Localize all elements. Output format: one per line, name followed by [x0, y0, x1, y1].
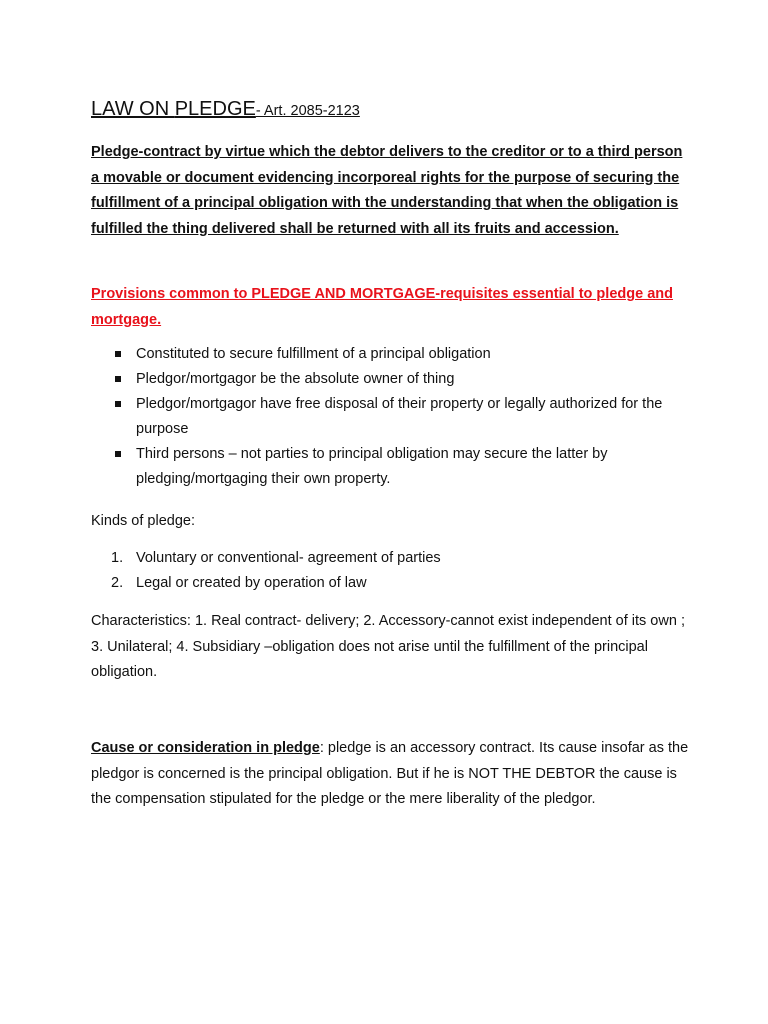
bullet-square-icon [115, 376, 121, 382]
kind-text: Voluntary or conventional- agreement of parties [136, 550, 441, 566]
list-item [91, 571, 681, 596]
cause-text: pledge is an accessory contract. Its cause insofar as the pledgor is concerned is the principal obligation. But if he is NOT THE DEBTOR the cause is the compensation stipulated for the pledge or the mere liberality of the pledgor. [91, 740, 689, 807]
requisite-text: Third persons – not parties to principal obligation may secure the latter by pledging/mortgaging their own property. [136, 446, 608, 487]
title-law-on: LAW ON [91, 98, 175, 120]
list-number: 1. [111, 550, 124, 566]
title-article-range: - Art. 2085-2123 [255, 103, 360, 119]
list-item [91, 442, 681, 492]
kinds-heading: Kinds of pledge: [91, 513, 195, 529]
cause-colon: : [319, 740, 324, 756]
requisites-list [91, 342, 681, 492]
list-item [91, 342, 681, 367]
cause-paragraph [91, 736, 691, 813]
kinds-list [91, 546, 681, 596]
list-item [91, 546, 681, 571]
characteristics-paragraph: Characteristics: 1. Real contract- delivery; 2. Accessory-cannot exist independent of its own ; 3. Unilateral; 4. Subsidiary –obligation does not arise until the fulfillment of the principal obligation. [91, 613, 685, 680]
bullet-square-icon [115, 401, 121, 407]
list-item [91, 392, 681, 442]
page-title [91, 96, 360, 124]
requisite-text: Pledgor/mortgagor be the absolute owner of thing [136, 371, 455, 387]
cause-lead: Cause or consideration in pledge [91, 740, 320, 756]
requisite-text: Constituted to secure fulfillment of a principal obligation [136, 346, 491, 362]
title-pledge: PLEDGE [174, 98, 256, 120]
pledge-definition: Pledge-contract by virtue which the debtor delivers to the creditor or to a third person a movable or document evidencing incorporeal rights for the purpose of securing the fulfillment of a principal obligation with the understanding that when the obligation is fulfilled the thing delivered shall be returned with all its fruits and accession. [91, 144, 683, 237]
list-number: 2. [111, 575, 124, 591]
bullet-square-icon [115, 351, 121, 357]
requisite-text: Pledgor/mortgagor have free disposal of their property or legally authorized for the purpose [136, 396, 663, 437]
kind-text: Legal or created by operation of law [136, 575, 367, 591]
provisions-heading: Provisions common to PLEDGE AND MORTGAGE-requisites essential to pledge and mortgage. [91, 286, 673, 328]
list-item [91, 367, 681, 392]
bullet-square-icon [115, 451, 121, 457]
